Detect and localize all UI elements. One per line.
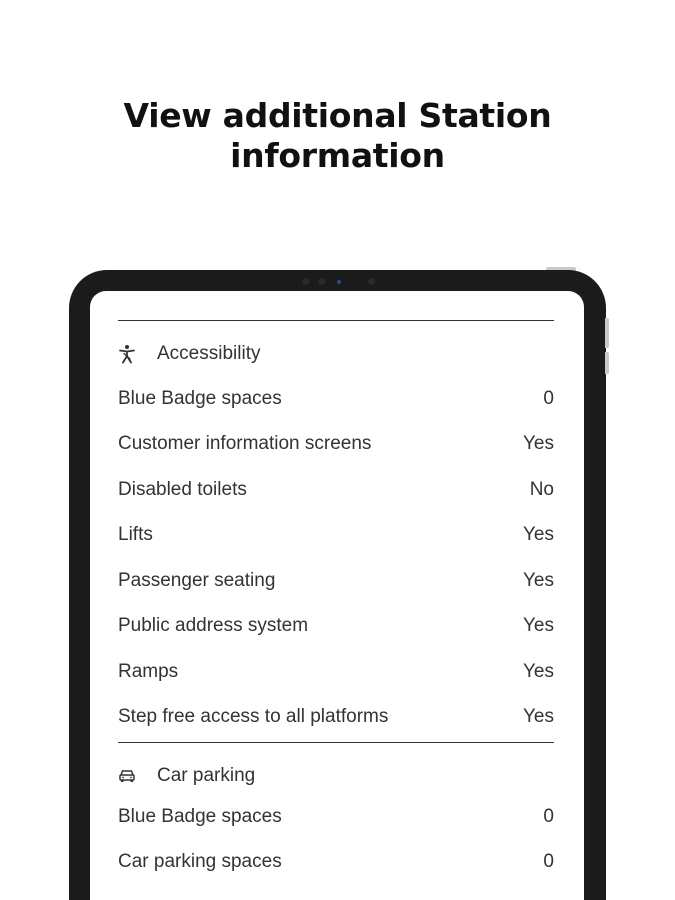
car-parking-list (118, 794, 554, 885)
list-item (118, 376, 554, 422)
camera-lens (337, 280, 341, 284)
station-info-panel (118, 320, 554, 885)
list-item (118, 513, 554, 559)
row-value: 0 (543, 851, 554, 873)
row-label: Disabled toilets (118, 478, 247, 500)
row-value: Yes (523, 660, 554, 682)
row-value: 0 (543, 387, 554, 409)
sensor-dot (368, 278, 375, 285)
row-label: Passenger seating (118, 569, 276, 591)
car-icon (118, 766, 136, 786)
list-item (118, 794, 554, 840)
row-value: No (529, 478, 554, 500)
row-value: Yes (523, 524, 554, 546)
section-title: Accessibility (157, 342, 261, 364)
row-label: Ramps (118, 660, 179, 682)
list-item (118, 695, 554, 741)
sensor-dot (318, 278, 325, 285)
list-item (118, 840, 554, 886)
page-headline (0, 96, 675, 176)
list-item (118, 649, 554, 695)
accessibility-list (118, 376, 554, 740)
section-title: Car parking (157, 764, 256, 786)
list-item (118, 558, 554, 604)
sensor-dot (302, 278, 309, 285)
row-label: Blue Badge spaces (118, 387, 282, 409)
list-item (118, 467, 554, 513)
row-value: Yes (523, 433, 554, 455)
list-item (118, 604, 554, 650)
row-label: Car parking spaces (118, 851, 282, 873)
list-item (118, 422, 554, 468)
row-label: Customer information screens (118, 433, 372, 455)
row-label: Blue Badge spaces (118, 805, 282, 827)
row-value: Yes (523, 615, 554, 637)
row-value: 0 (543, 805, 554, 827)
tablet-volume-down-button (605, 352, 609, 374)
headline-line-2: information (230, 136, 445, 175)
row-label: Public address system (118, 615, 309, 637)
tablet-camera-bar (300, 276, 378, 286)
row-label: Lifts (118, 524, 153, 546)
row-value: Yes (523, 706, 554, 728)
row-value: Yes (523, 569, 554, 591)
headline-line-1: View additional Station (123, 96, 552, 135)
accessibility-icon (118, 344, 136, 364)
tablet-volume-up-button (605, 318, 609, 348)
tablet-screen (90, 291, 584, 900)
row-label: Step free access to all platforms (118, 706, 389, 728)
